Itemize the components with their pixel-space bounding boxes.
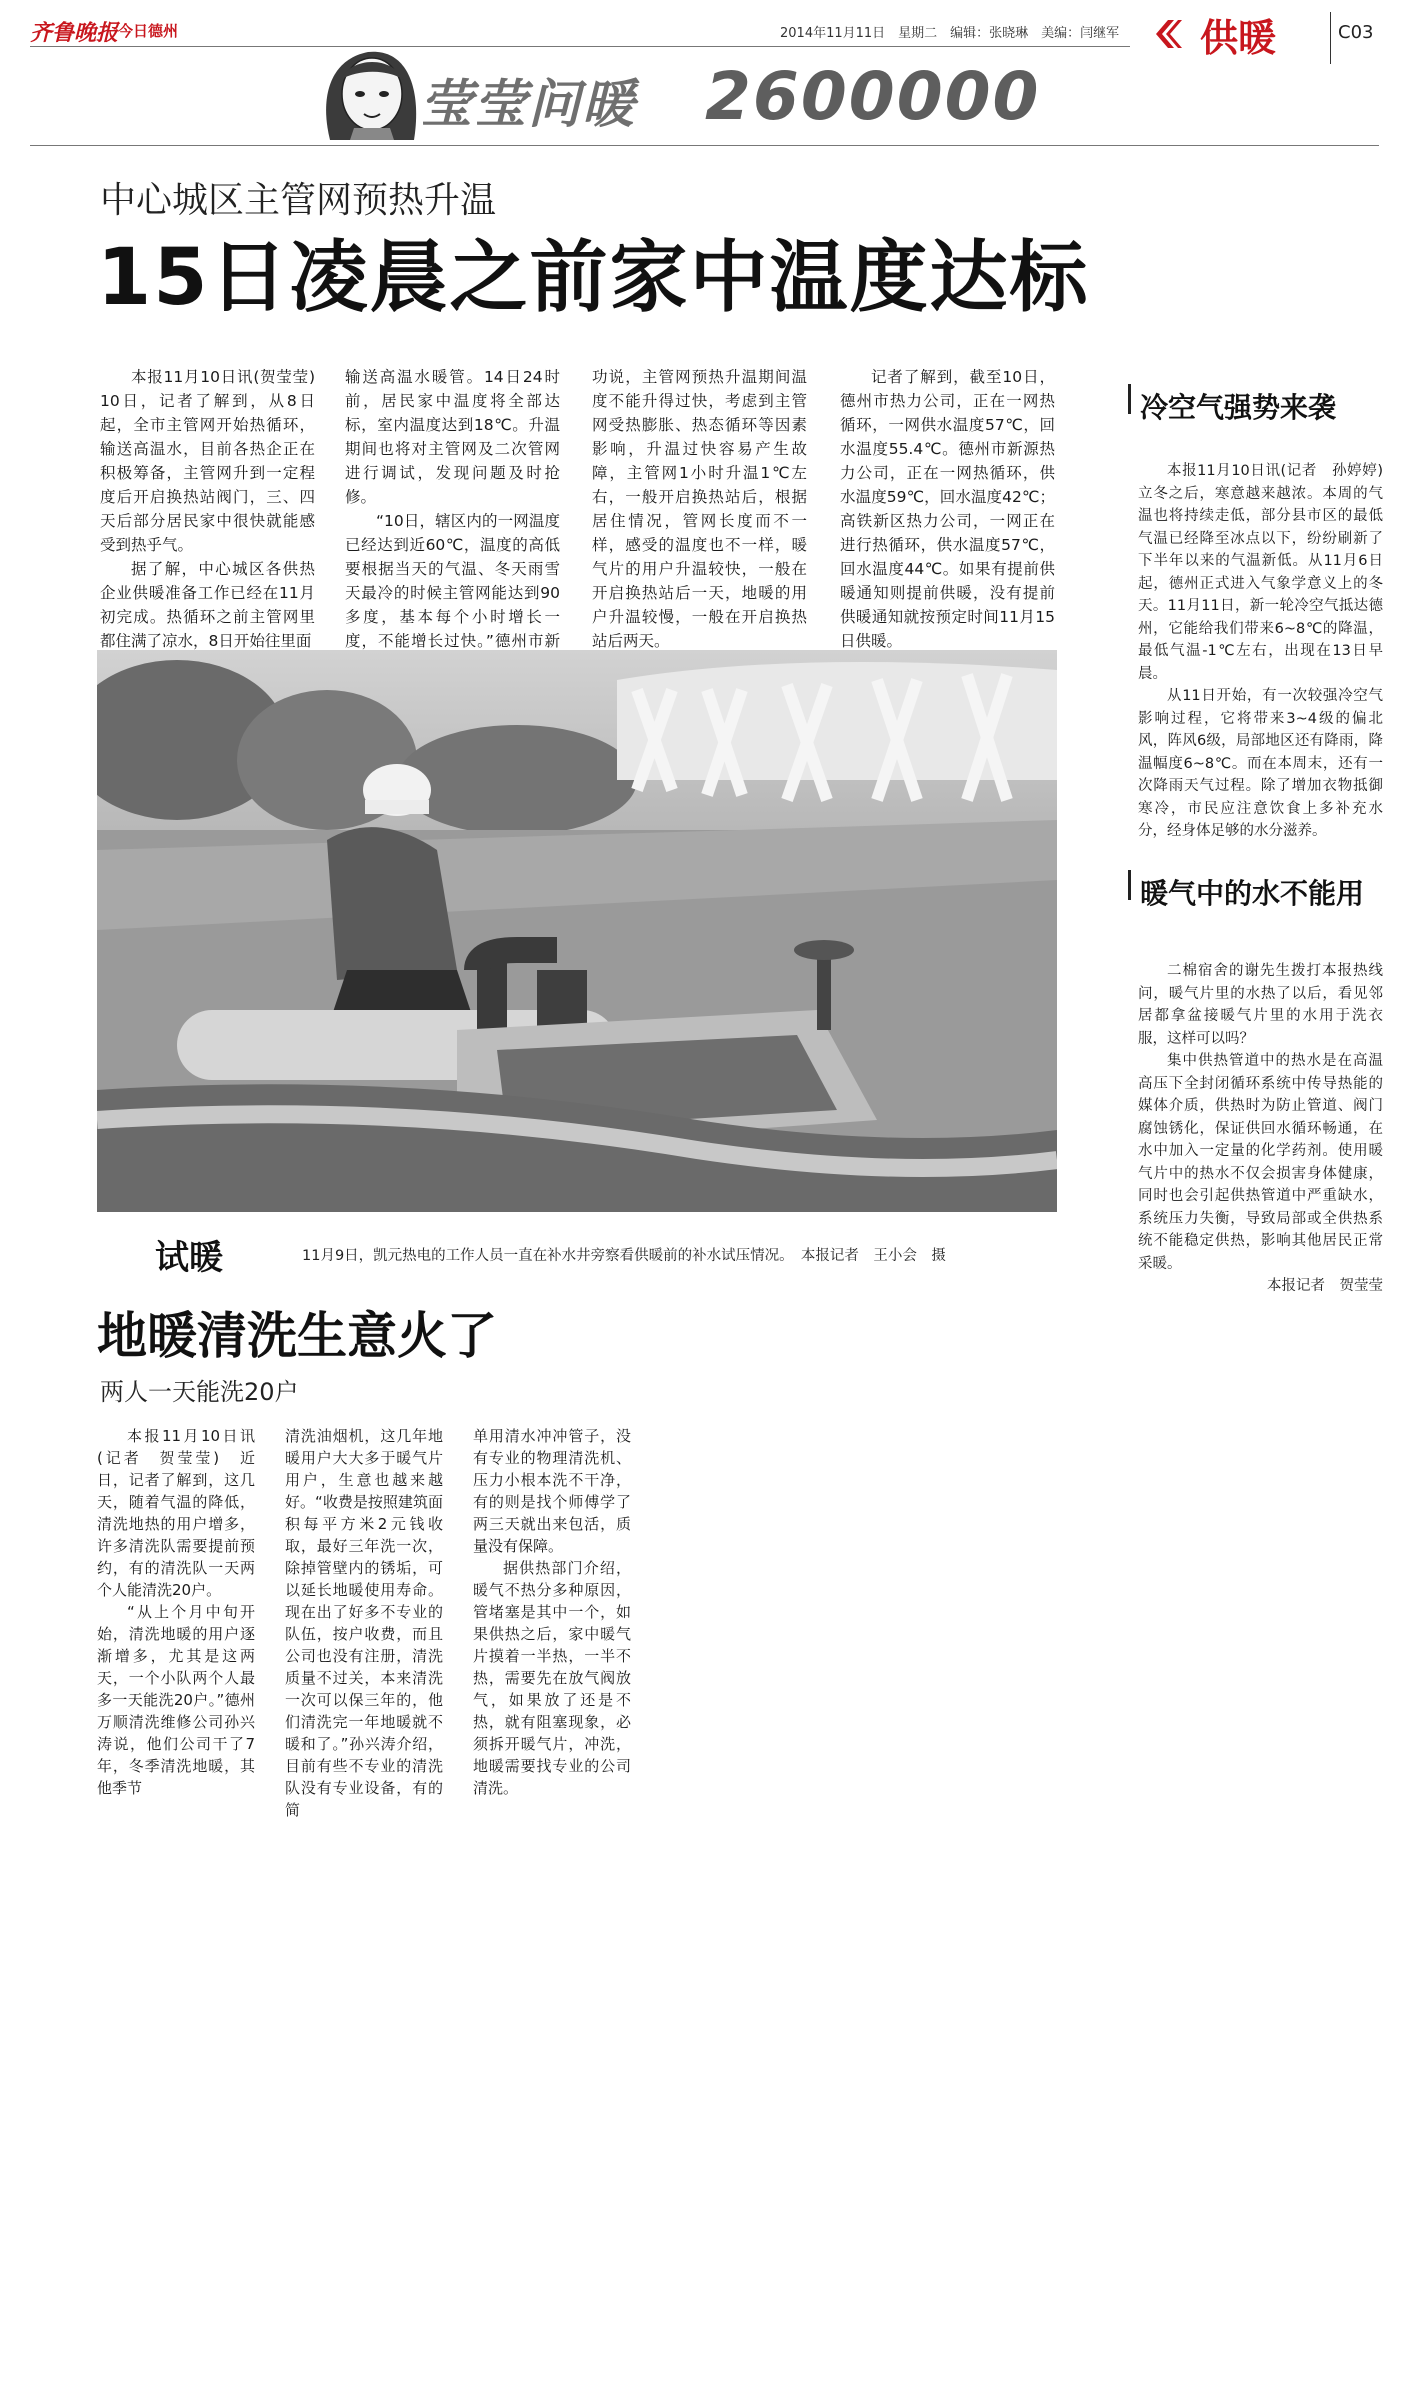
paragraph: 二棉宿舍的谢先生拨打本报热线问，暖气片里的水热了以后，看见邻居都拿盆接暖气片里的水用于洗衣服，这样可以吗？	[1138, 963, 1383, 1047]
paragraph: 输送高温水暖管。14日24时前，居民家中温度将全部达标，室内温度达到18℃。升温期间也将对主管网及二次管网进行调试，发现问题及时抢修。	[345, 368, 560, 506]
banner-title: 莹莹问暖	[420, 75, 637, 135]
sidebar-story-1	[1138, 460, 1398, 843]
lead-column-4	[840, 365, 1055, 653]
second-column-3	[473, 1425, 631, 1799]
photo-label: 试暖	[155, 1238, 223, 1278]
paragraph: “10日，辖区内的一网温度已经达到近60℃，温度的高低要根据当天的气温、冬天雨雪天最冷的时候主管网能达到90多度，基本每个小时增长一度，不能增长过快。”德州市新	[345, 512, 560, 650]
second-subhead: 两人一天能洗20户	[100, 1378, 299, 1406]
photo-caption: 11月9日，凯元热电的工作人员一直在补水井旁察看供暖前的补水试压情况。 本报记者 王小会 摄	[302, 1248, 946, 1264]
paragraph: “从上个月中旬开始，清洗地暖的用户逐渐增多，尤其是这两天，一个小队两个人最多一天能洗20户。”德州万顺清洗维修公司孙兴涛说，他们公司干了7年，冬季清洗地暖，其他季节	[97, 1603, 255, 1797]
paragraph: 清洗油烟机，这几年地暖用户大大多于暖气片用户，生意也越来越好。“收费是按照建筑面积每平方米2元钱收取，最好三年洗一次，除掉管壁内的锈垢，可以延长地暖使用寿命。现在出了好多不专业的队伍，按户收费，而且公司也没有注册，清洗质量不过关，本来清洗一次可以保三年的，他们清洗完一年地暖就不暖和了。”孙兴涛介绍，目前有些不专业的清洗队没有专业设备，有的简	[285, 1427, 443, 1819]
lead-column-1	[100, 365, 331, 653]
header-divider	[1330, 12, 1331, 64]
second-column-1	[97, 1425, 255, 1799]
news-photo	[97, 650, 1057, 1212]
page-number: C03	[1338, 22, 1374, 43]
section-logo-icon	[1148, 14, 1184, 54]
paragraph: 据供热部门介绍，暖气不热分多种原因，管堵塞是其中一个，如果供热之后，家中暖气片摸着一半热，一半不热，需要先在放气阀放气，如果放了还是不热，就有阻塞现象，必须拆开暖气片，冲洗，地暖需要找专业的公司清洗。	[473, 1559, 631, 1797]
paragraph: 本报11月10日讯(记者 贺莹莹) 近日，记者了解到，这几天，随着气温的降低，清洗地热的用户增多，许多清洗队需要提前预约，有的清洗队一天两个人能清洗20户。	[97, 1427, 255, 1599]
paragraph: 记者了解到，截至10日，德州市热力公司，正在一网热循环，一网供水温度57℃，回水温度55.4℃。德州市新源热力公司，正在一网热循环，供水温度59℃，回水温度42℃；高铁新区热力公司，一网正在进行热循环，供水温度57℃，回水温度44℃。如果有提前供暖通知则提前供暖，没有提前供暖通知就按预定时间11月15日供暖。	[840, 368, 1055, 650]
paragraph: 单用清水冲冲管子，没有专业的物理清洗机、压力小根本洗不干净，有的则是找个师傅学了两三天就出来包活，质量没有保障。	[473, 1427, 631, 1555]
section-name: 供暖	[1200, 16, 1277, 60]
reporter-cartoon-icon	[310, 40, 430, 144]
paragraph: 集中供热管道中的热水是在高温高压下全封闭循环系统中传导热能的媒体介质，供热时为防止管道、阀门腐蚀锈化，保证供回水循环畅通，在水中加入一定量的化学药剂。使用暖气片中的热水不仅会损害身体健康，同时也会引起供热管道中严重缺水，系统压力失衡，导致局部或全供热系统不能稳定供热，影响其他居民正常采暖。	[1138, 1053, 1383, 1272]
second-headline: 地暖清洗生意火了	[97, 1307, 497, 1365]
byline: 本报记者 贺莹莹	[1267, 1278, 1383, 1294]
sidebar-marker	[1128, 384, 1131, 414]
issue-meta: 2014年11月11日 星期二 编辑：张晓琳 美编：闫继军	[780, 26, 1120, 41]
paper-name: 齐鲁晚报	[30, 20, 119, 46]
paragraph: 从11日开始，有一次较强冷空气影响过程，它将带来3~4级的偏北风，阵风6级，局部地区还有降雨，降温幅度6~8℃。而在本周末，还有一次降雨天气过程。除了增加衣物抵御寒冷，市民应注意饮食上多补充水分，经身体足够的水分滋养。	[1138, 688, 1383, 839]
sidebar-headline-1: 冷空气强势来袭	[1140, 391, 1337, 424]
sidebar-story-2	[1138, 960, 1383, 1298]
edition-name: 今日德州	[118, 22, 179, 40]
sidebar-marker	[1128, 870, 1131, 900]
lead-column-3	[592, 365, 807, 653]
paragraph: 本报11月10日讯(贺莹莹) 10日，记者了解到，从8日起，全市主管网开始热循环，输送高温水，目前各热企正在积极筹备，主管网升到一定程度后开启换热站阀门，三、四天后部分居民家中很快就能感受到热乎气。	[100, 368, 331, 554]
lead-kicker: 中心城区主管网预热升温	[100, 180, 497, 221]
paragraph: 据了解，中心城区各供热企业供暖准备工作已经在11月初完成。热循环之前主管网里都住满了凉水，8日开始往里面	[100, 560, 315, 650]
banner-number: 2600000	[705, 58, 1041, 135]
second-column-2	[285, 1425, 443, 1821]
sidebar-headline-2: 暖气中的水不能用	[1140, 877, 1365, 910]
lead-headline: 15日凌晨之前家中温度达标	[97, 233, 1090, 323]
paragraph: 本报11月10日讯(记者 孙婷婷) 立冬之后，寒意越来越浓。本周的气温也将持续走低，部分县市区的最低气温已经降至冰点以下，纷纷刷新了下半年以来的气温新低。从11月6日起，德州正式进入气象学意义上的冬天。11月11日，新一轮冷空气抵达德州，它能给我们带来6~8℃的降温，最低气温-1℃左右，出现在13日早晨。	[1138, 463, 1398, 682]
paragraph: 功说，主管网预热升温期间温度不能升得过快，考虑到主管网受热膨胀、热态循环等因素影响，升温过快容易产生故障，主管网1小时升温1℃左右，一般开启换热站后，根据居住情况，管网长度而不一样，感受的温度也不一样，暖气片的用户升温较快，一般在开启换热站后一天，地暖的用户升温较慢，一般在开启换热站后两天。	[592, 368, 807, 650]
banner-rule	[30, 145, 1379, 146]
header-rule	[30, 46, 1130, 47]
lead-column-2	[345, 365, 560, 677]
